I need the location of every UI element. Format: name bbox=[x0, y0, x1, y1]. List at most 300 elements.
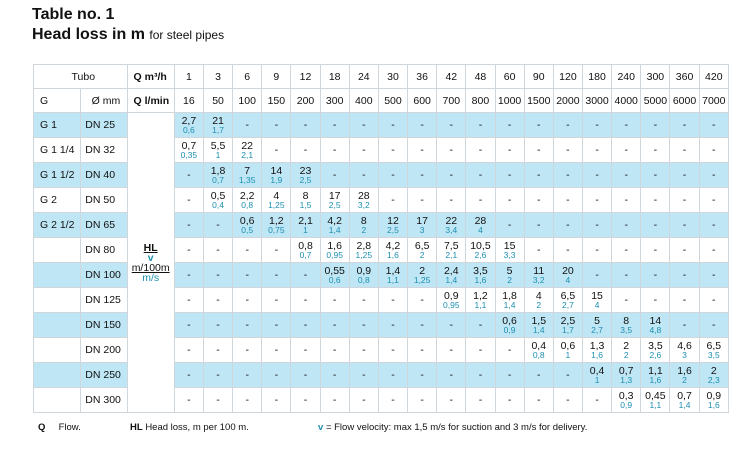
value-cell bbox=[553, 188, 582, 213]
value-cell bbox=[174, 388, 203, 413]
flow-velocity-value: 2,5 bbox=[387, 224, 399, 235]
head-loss-value: - bbox=[537, 169, 541, 181]
q-m3h-value: 9 bbox=[262, 65, 291, 89]
head-loss-value: - bbox=[624, 244, 628, 256]
head-loss-value: 0,6 bbox=[239, 214, 255, 227]
value-cell bbox=[612, 213, 641, 238]
flow-velocity-value: 1,25 bbox=[355, 249, 373, 260]
value-cell bbox=[699, 238, 728, 263]
head-loss-value: 1,2 bbox=[269, 214, 284, 227]
value-cell bbox=[437, 213, 466, 238]
value-cell bbox=[291, 113, 320, 138]
head-loss-value: - bbox=[449, 144, 454, 156]
flow-velocity-value: 3,3 bbox=[503, 249, 516, 260]
value-cell bbox=[408, 113, 437, 138]
head-loss-value: - bbox=[624, 169, 628, 181]
value-cell bbox=[524, 138, 553, 163]
head-loss-value: 0,7 bbox=[181, 139, 197, 152]
head-loss-value: - bbox=[595, 394, 599, 406]
legend-q bbox=[38, 422, 81, 433]
flow-velocity-value: 4 bbox=[594, 299, 600, 310]
value-cell bbox=[582, 113, 611, 138]
head-loss-value: 0,4 bbox=[589, 364, 605, 377]
q-lmin-value: 7000 bbox=[699, 89, 728, 113]
flow-velocity-value: 1,7 bbox=[561, 324, 574, 335]
flow-velocity-value: 1,9 bbox=[270, 174, 283, 185]
value-cell bbox=[233, 163, 262, 188]
legend-hl-key: HL bbox=[130, 422, 143, 433]
head-loss-value: 15 bbox=[503, 239, 516, 252]
value-cell bbox=[291, 388, 320, 413]
value-cell bbox=[408, 338, 437, 363]
flow-velocity-value: 0,95 bbox=[326, 249, 343, 260]
value-cell bbox=[291, 338, 320, 363]
value-cell bbox=[408, 313, 437, 338]
value-cell bbox=[670, 163, 699, 188]
head-loss-value: - bbox=[653, 294, 658, 306]
head-loss-value: - bbox=[566, 194, 570, 206]
value-cell bbox=[553, 388, 582, 413]
head-loss-value: - bbox=[624, 194, 628, 206]
value-cell bbox=[320, 288, 349, 313]
head-loss-value: - bbox=[187, 269, 191, 281]
head-loss-value: - bbox=[712, 244, 716, 256]
q-lmin-value: 2000 bbox=[553, 89, 582, 113]
head-loss-value: - bbox=[566, 244, 570, 256]
flow-velocity-value: 2,5 bbox=[299, 174, 312, 185]
head-loss-value: 22 bbox=[445, 214, 458, 227]
value-cell bbox=[262, 338, 291, 363]
head-loss-value: - bbox=[362, 394, 366, 406]
head-loss-value: - bbox=[595, 219, 599, 231]
head-loss-value: 2,2 bbox=[239, 189, 255, 202]
nominal-diameter: DN 125 bbox=[81, 288, 127, 313]
value-cell bbox=[174, 238, 203, 263]
value-cell bbox=[466, 288, 495, 313]
nominal-diameter: DN 65 bbox=[81, 213, 127, 238]
head-loss-value: - bbox=[420, 169, 424, 181]
value-cell bbox=[466, 138, 495, 163]
head-loss-value: 15 bbox=[591, 289, 603, 302]
flow-velocity-value: 1,25 bbox=[413, 274, 431, 285]
head-loss-value: 2,8 bbox=[356, 239, 372, 252]
value-cell bbox=[174, 263, 203, 288]
head-loss-value: - bbox=[624, 294, 628, 306]
value-cell bbox=[582, 313, 611, 338]
head-loss-value: 21 bbox=[212, 114, 224, 127]
value-cell bbox=[612, 388, 641, 413]
head-loss-value: 2,1 bbox=[298, 214, 313, 227]
value-cell bbox=[641, 338, 670, 363]
value-cell bbox=[553, 138, 582, 163]
thread-size bbox=[34, 363, 81, 388]
q-lmin-value: 6000 bbox=[670, 89, 699, 113]
head-loss-value: 2 bbox=[623, 339, 630, 352]
value-cell bbox=[466, 388, 495, 413]
head-loss-value: - bbox=[449, 169, 454, 181]
flow-velocity-value: 1,4 bbox=[328, 224, 341, 235]
value-cell bbox=[203, 388, 232, 413]
head-loss-value: - bbox=[566, 169, 570, 181]
head-loss-value: - bbox=[682, 144, 687, 156]
value-cell bbox=[291, 363, 320, 388]
head-loss-value: - bbox=[303, 344, 308, 356]
head-loss-value: 6,5 bbox=[706, 339, 722, 352]
head-loss-value: 6,5 bbox=[560, 289, 576, 302]
value-cell bbox=[553, 263, 582, 288]
value-cell bbox=[582, 213, 611, 238]
head-loss-value: - bbox=[682, 169, 687, 181]
value-cell bbox=[699, 388, 728, 413]
value-cell bbox=[408, 363, 437, 388]
value-cell bbox=[495, 363, 524, 388]
head-loss-value: - bbox=[507, 219, 512, 231]
head-loss-value: 7 bbox=[244, 164, 251, 177]
value-cell bbox=[582, 363, 611, 388]
head-loss-value: - bbox=[595, 269, 599, 281]
head-loss-value: 28 bbox=[357, 189, 370, 202]
value-cell bbox=[466, 313, 495, 338]
tubo-header: Tubo bbox=[34, 65, 128, 89]
head-loss-value: 1,5 bbox=[531, 314, 547, 327]
value-cell bbox=[291, 213, 320, 238]
value-cell bbox=[262, 363, 291, 388]
head-loss-value: - bbox=[712, 169, 716, 181]
head-loss-value: - bbox=[537, 219, 541, 231]
value-cell bbox=[262, 238, 291, 263]
head-loss-value: - bbox=[420, 369, 424, 381]
value-cell bbox=[174, 188, 203, 213]
q-lmin-value: 5000 bbox=[641, 89, 670, 113]
head-loss-value: 0,7 bbox=[677, 389, 692, 402]
head-loss-value: - bbox=[653, 269, 658, 281]
value-cell bbox=[437, 163, 466, 188]
value-cell bbox=[699, 363, 728, 388]
value-cell bbox=[670, 263, 699, 288]
head-loss-value: - bbox=[216, 294, 220, 306]
head-loss-value: - bbox=[507, 169, 512, 181]
nominal-diameter: DN 100 bbox=[81, 263, 127, 288]
flow-velocity-value: 0,9 bbox=[503, 324, 516, 335]
head-loss-value: - bbox=[274, 369, 279, 381]
head-loss-value: - bbox=[507, 194, 512, 206]
value-cell bbox=[174, 288, 203, 313]
value-cell bbox=[495, 138, 524, 163]
value-cell bbox=[203, 113, 232, 138]
value-cell bbox=[699, 113, 728, 138]
flow-velocity-value: 1,6 bbox=[707, 399, 720, 410]
head-loss-value: - bbox=[478, 319, 483, 331]
head-loss-value: - bbox=[187, 294, 191, 306]
head-loss-value: - bbox=[303, 394, 308, 406]
head-loss-value: - bbox=[507, 394, 512, 406]
value-cell bbox=[612, 113, 641, 138]
value-cell bbox=[262, 313, 291, 338]
head-loss-value: - bbox=[595, 144, 599, 156]
head-loss-value: - bbox=[245, 394, 249, 406]
head-loss-value: - bbox=[216, 269, 220, 281]
head-loss-value: - bbox=[274, 294, 279, 306]
head-loss-value: 8 bbox=[302, 189, 309, 202]
value-cell bbox=[378, 163, 407, 188]
value-cell bbox=[495, 313, 524, 338]
value-cell bbox=[378, 288, 407, 313]
head-loss-value: - bbox=[478, 394, 483, 406]
value-cell bbox=[553, 288, 582, 313]
head-loss-value: - bbox=[712, 269, 716, 281]
hl-unit-label: HL bbox=[143, 241, 158, 254]
nominal-diameter: DN 25 bbox=[81, 113, 127, 138]
value-cell bbox=[203, 288, 232, 313]
head-loss-value: 1,6 bbox=[327, 239, 342, 252]
flow-velocity-value: 1,25 bbox=[268, 199, 285, 210]
value-cell bbox=[699, 263, 728, 288]
flow-velocity-value: 1,1 bbox=[474, 299, 487, 310]
value-cell bbox=[349, 238, 378, 263]
q-m3h-value: 1 bbox=[174, 65, 203, 89]
head-loss-value: - bbox=[274, 244, 279, 256]
flow-velocity-value: 1,6 bbox=[649, 374, 662, 385]
value-cell bbox=[670, 138, 699, 163]
head-loss-value: - bbox=[712, 319, 716, 331]
head-loss-value: - bbox=[682, 269, 687, 281]
head-loss-value: - bbox=[449, 369, 454, 381]
value-cell bbox=[378, 388, 407, 413]
head-loss-value: - bbox=[303, 294, 308, 306]
value-cell bbox=[466, 113, 495, 138]
head-loss-value: 11 bbox=[533, 264, 545, 277]
m-per-100m-label: m/100m bbox=[131, 261, 170, 274]
value-cell bbox=[291, 288, 320, 313]
value-cell bbox=[641, 163, 670, 188]
value-cell bbox=[582, 288, 611, 313]
head-loss-value: - bbox=[507, 344, 512, 356]
head-loss-value: - bbox=[478, 144, 483, 156]
head-loss-value: - bbox=[595, 119, 599, 131]
head-loss-value: - bbox=[420, 394, 424, 406]
value-cell bbox=[291, 163, 320, 188]
value-cell bbox=[320, 313, 349, 338]
value-cell bbox=[320, 163, 349, 188]
head-loss-value: - bbox=[245, 294, 249, 306]
value-cell bbox=[408, 288, 437, 313]
thread-size bbox=[34, 238, 81, 263]
value-cell bbox=[203, 213, 232, 238]
value-cell bbox=[582, 338, 611, 363]
value-cell bbox=[524, 213, 553, 238]
head-loss-value: - bbox=[420, 119, 424, 131]
flow-velocity-value: 3,2 bbox=[532, 274, 545, 285]
flow-velocity-value: 2,6 bbox=[474, 249, 487, 260]
flow-velocity-value: 1 bbox=[303, 224, 308, 235]
flow-velocity-value: 4,8 bbox=[649, 324, 662, 335]
flow-velocity-value: 3,4 bbox=[445, 224, 458, 235]
head-loss-value: - bbox=[362, 169, 366, 181]
value-cell bbox=[437, 138, 466, 163]
head-loss-value: 8 bbox=[360, 214, 367, 227]
g-header: G bbox=[34, 89, 81, 113]
value-cell bbox=[466, 188, 495, 213]
value-cell bbox=[495, 188, 524, 213]
flow-velocity-value: 2,1 bbox=[241, 149, 254, 160]
head-loss-value: - bbox=[391, 394, 395, 406]
head-loss-value: 10,5 bbox=[470, 239, 491, 252]
value-cell bbox=[291, 138, 320, 163]
value-cell bbox=[495, 163, 524, 188]
head-loss-value: 0,6 bbox=[560, 339, 576, 352]
flow-velocity-value: 0,6 bbox=[182, 124, 195, 135]
flow-velocity-value: 1,6 bbox=[591, 349, 603, 360]
head-loss-value: - bbox=[566, 219, 570, 231]
q-lmin-value: 700 bbox=[437, 89, 466, 113]
head-loss-value: 14 bbox=[270, 164, 283, 177]
value-cell bbox=[612, 163, 641, 188]
value-cell bbox=[320, 338, 349, 363]
head-loss-value: - bbox=[478, 369, 483, 381]
head-loss-value: 5 bbox=[594, 314, 600, 327]
flow-velocity-value: 1 bbox=[565, 349, 571, 360]
table-title-main: Head loss in m bbox=[32, 26, 145, 43]
table-title-suffix: for steel pipes bbox=[149, 28, 225, 42]
head-loss-value: - bbox=[391, 119, 395, 131]
head-loss-value: - bbox=[653, 219, 658, 231]
value-cell bbox=[495, 213, 524, 238]
head-loss-value: 4 bbox=[273, 189, 280, 202]
value-cell bbox=[495, 338, 524, 363]
head-loss-value: 5,5 bbox=[210, 139, 226, 152]
q-lmin-value: 100 bbox=[233, 89, 262, 113]
head-loss-value: - bbox=[653, 169, 658, 181]
value-cell bbox=[174, 338, 203, 363]
value-cell bbox=[641, 213, 670, 238]
head-loss-value: - bbox=[362, 294, 366, 306]
legend-v-text: = Flow velocity: max 1,5 m/s for suction and 3 m/s for delivery. bbox=[325, 422, 588, 433]
flow-velocity-value: 2,7 bbox=[591, 324, 603, 335]
head-loss-value: - bbox=[245, 319, 249, 331]
head-loss-value: - bbox=[507, 144, 512, 156]
value-cell bbox=[466, 238, 495, 263]
head-loss-value: - bbox=[624, 269, 628, 281]
flow-velocity-value: 2 bbox=[536, 299, 542, 310]
flow-velocity-value: 2,7 bbox=[561, 299, 574, 310]
head-loss-value: - bbox=[420, 144, 424, 156]
head-loss-value: - bbox=[420, 194, 424, 206]
value-cell bbox=[203, 163, 232, 188]
legend-hl-text: Head loss, m per 100 m. bbox=[145, 422, 249, 433]
head-loss-value: 22 bbox=[241, 139, 254, 152]
head-loss-value: - bbox=[566, 369, 570, 381]
value-cell bbox=[495, 113, 524, 138]
value-cell bbox=[378, 113, 407, 138]
value-cell bbox=[553, 238, 582, 263]
thread-size: G 1 bbox=[34, 113, 81, 138]
q-m3h-value: 36 bbox=[408, 65, 437, 89]
head-loss-value: - bbox=[362, 369, 366, 381]
flow-velocity-value: 2 bbox=[623, 349, 629, 360]
value-cell bbox=[233, 288, 262, 313]
head-loss-value: - bbox=[449, 119, 454, 131]
value-cell bbox=[524, 163, 553, 188]
flow-velocity-value: 2,3 bbox=[707, 374, 720, 385]
value-cell bbox=[699, 188, 728, 213]
q-m3h-value: 12 bbox=[291, 65, 320, 89]
value-cell bbox=[641, 238, 670, 263]
q-m3h-value: 42 bbox=[437, 65, 466, 89]
value-cell bbox=[203, 263, 232, 288]
flow-velocity-value: 0,8 bbox=[241, 199, 254, 210]
q-lmin-value: 4000 bbox=[612, 89, 641, 113]
head-loss-value: - bbox=[420, 344, 424, 356]
head-loss-value: 1,8 bbox=[502, 289, 517, 302]
head-loss-value: 0,7 bbox=[618, 364, 634, 377]
head-loss-value: - bbox=[391, 144, 395, 156]
head-loss-value: - bbox=[537, 194, 541, 206]
flow-velocity-value: 0,95 bbox=[443, 299, 460, 310]
head-loss-value: - bbox=[216, 244, 220, 256]
thread-size: G 1 1/4 bbox=[34, 138, 81, 163]
head-loss-value: - bbox=[187, 169, 191, 181]
value-cell bbox=[378, 338, 407, 363]
head-loss-value: - bbox=[303, 144, 308, 156]
value-cell bbox=[320, 138, 349, 163]
value-cell bbox=[670, 288, 699, 313]
head-loss-value: - bbox=[537, 144, 541, 156]
q-m3h-value: 30 bbox=[378, 65, 407, 89]
value-cell bbox=[349, 213, 378, 238]
value-cell bbox=[466, 363, 495, 388]
q-m3h-value: 120 bbox=[553, 65, 582, 89]
value-cell bbox=[262, 163, 291, 188]
value-cell bbox=[641, 288, 670, 313]
thread-size bbox=[34, 313, 81, 338]
q-m3h-value: 3 bbox=[203, 65, 232, 89]
head-loss-value: - bbox=[187, 394, 191, 406]
flow-velocity-value: 2 bbox=[682, 374, 687, 385]
flow-velocity-value: 0,5 bbox=[241, 224, 254, 235]
value-cell bbox=[408, 163, 437, 188]
value-cell bbox=[699, 163, 728, 188]
value-cell bbox=[524, 113, 553, 138]
head-loss-value: - bbox=[274, 144, 279, 156]
head-loss-value: 5 bbox=[506, 264, 513, 277]
head-loss-value: - bbox=[187, 344, 191, 356]
value-cell bbox=[495, 263, 524, 288]
flow-velocity-value: 0,8 bbox=[357, 274, 370, 285]
head-loss-value: - bbox=[653, 119, 658, 131]
value-cell bbox=[466, 263, 495, 288]
value-cell bbox=[437, 263, 466, 288]
value-cell bbox=[349, 113, 378, 138]
head-loss-value: - bbox=[332, 119, 337, 131]
value-cell bbox=[203, 188, 232, 213]
value-cell bbox=[291, 238, 320, 263]
thread-size bbox=[34, 263, 81, 288]
head-loss-value: - bbox=[274, 344, 279, 356]
head-loss-value: - bbox=[595, 244, 599, 256]
value-cell bbox=[437, 188, 466, 213]
value-cell bbox=[670, 113, 699, 138]
head-loss-value: - bbox=[449, 344, 454, 356]
table-number: Table no. 1 bbox=[32, 6, 115, 23]
q-lmin-header: Q l/min bbox=[127, 89, 174, 113]
head-loss-value: 0,55 bbox=[324, 264, 345, 277]
head-loss-value: - bbox=[449, 394, 454, 406]
value-cell bbox=[233, 138, 262, 163]
value-cell bbox=[408, 188, 437, 213]
head-loss-value: - bbox=[245, 369, 249, 381]
head-loss-value: - bbox=[274, 319, 279, 331]
head-loss-value: 4,2 bbox=[327, 214, 342, 227]
